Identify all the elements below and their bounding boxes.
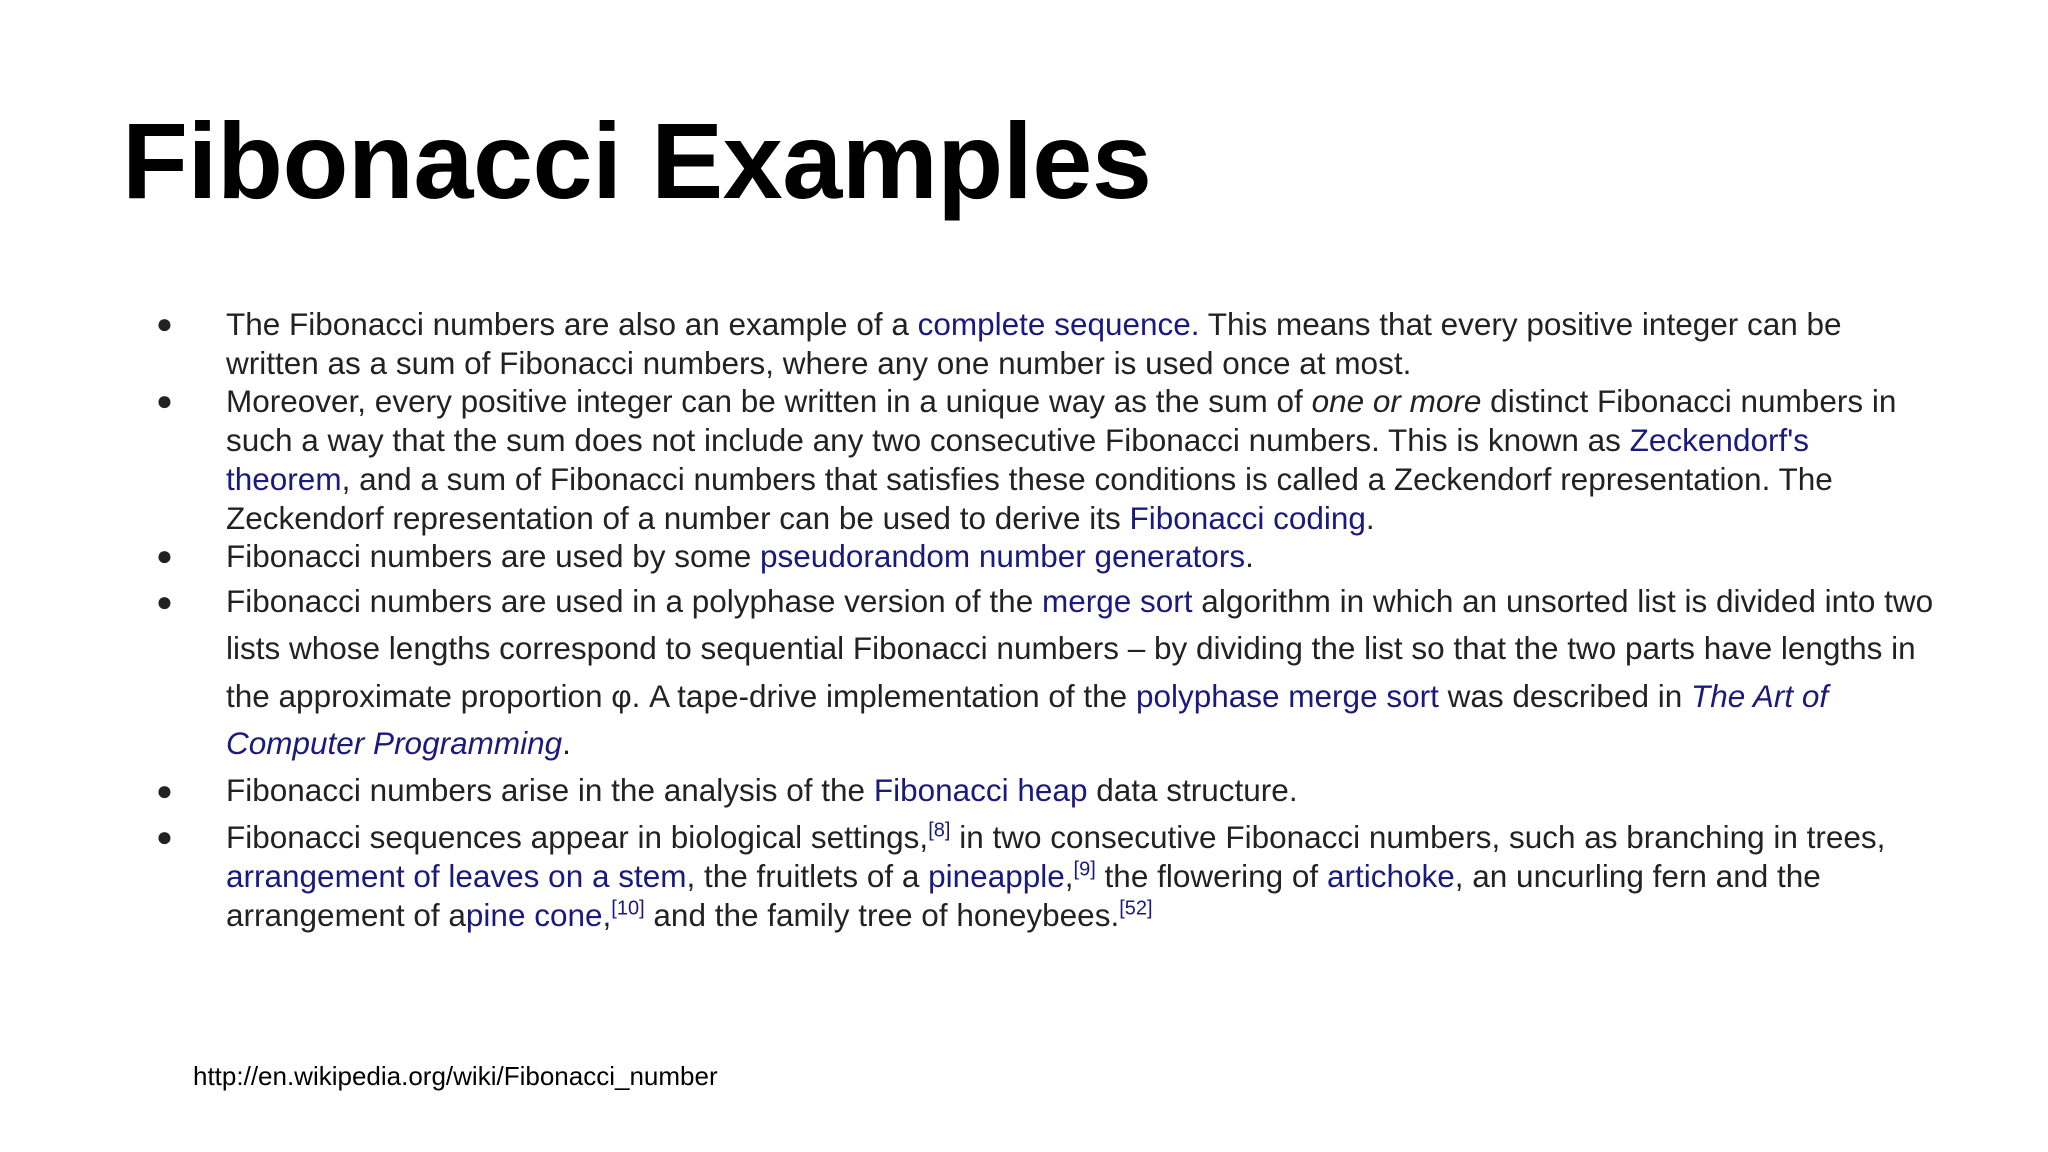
link-artichoke[interactable]: artichoke	[1326, 858, 1455, 895]
link-art-of-computer-programming[interactable]: The Art of Computer Programming	[226, 677, 1829, 761]
bullet-item-fibonacci-heap: ● Fibonacci numbers arise in the analysis of the Fibonacci heap data structure.	[150, 767, 1940, 814]
ref-link-10[interactable]: [10]	[611, 897, 645, 920]
link-fibonacci-coding[interactable]: Fibonacci coding	[1129, 499, 1366, 536]
link-pine-cone[interactable]: pine cone	[465, 896, 603, 933]
bullet-dot: ●	[156, 540, 173, 572]
bullet-dot: ●	[156, 308, 173, 339]
bullet-dot: ●	[156, 775, 173, 807]
ref-link-9[interactable]: [9]	[1073, 858, 1096, 881]
link-complete-sequence[interactable]: complete sequence.	[917, 306, 1200, 342]
bullet-dot: ●	[156, 585, 173, 617]
bullet-item-merge-sort: ● Fibonacci numbers are used in a polyphase version of the merge sort algorithm in which an unsorted list is divided into two lists whose lengths correspond to sequential Fibonacci numbers – by dividing the list so that the two parts have lengths in the approximate proportion φ. A tape-drive implementation of the polyphase merge sort was described in The Art of Computer Programming.	[150, 578, 1940, 767]
link-arrangement-of-leaves[interactable]: arrangement of leaves on a stem	[226, 858, 687, 895]
link-polyphase-merge-sort[interactable]: polyphase merge sort	[1135, 677, 1439, 714]
ref-link-8[interactable]: [8]	[928, 819, 951, 842]
bullet-item-complete-sequence: ● The Fibonacci numbers are also an example of a complete sequence. This means that every positive integer can be written as a sum of Fibonacci numbers, where any one number is used once at most.	[156, 306, 1842, 381]
bullet-dot: ●	[156, 385, 173, 417]
link-fibonacci-heap[interactable]: Fibonacci heap	[873, 772, 1088, 809]
slide-title: Fibonacci Examples	[122, 100, 1152, 221]
link-merge-sort[interactable]: merge sort	[1041, 582, 1193, 619]
source-url: http://en.wikipedia.org/wiki/Fibonacci_number	[193, 1061, 718, 1091]
link-pineapple[interactable]: pineapple	[928, 858, 1065, 895]
bullet-dot: ●	[156, 821, 173, 853]
ref-link-52[interactable]: [52]	[1119, 897, 1153, 920]
bullet-item-zeckendorf: ● Moreover, every positive integer can be written in a unique way as the sum of one or more distinct Fibonacci numbers in such a way that the sum does not include any two consecutive Fibonacci numbers. This is known as Zeckendorf's theorem, and a sum of Fibonacci numbers that satisfies these conditions is called a Zeckendorf representation. The Zeckendorf representation of a number can be used to derive its Fibonacci coding.	[156, 383, 1897, 536]
link-pseudorandom-number-generators[interactable]: pseudorandom number generators	[760, 538, 1246, 575]
bullet-item-biological: ● Fibonacci sequences appear in biological settings,[8] in two consecutive Fibonacci numbers, such as branching in trees, arrangement of leaves on a stem, the fruitlets of a pineapple,[9] the flowering of artichoke, an uncurling fern and the arrangement of apine cone,[10] and the family tree of honeybees.[52]	[156, 819, 1886, 933]
bullet-item-pseudorandom: ● Fibonacci numbers are used by some pseudorandom number generators.	[156, 538, 1254, 575]
link-zeckendorfs-theorem[interactable]: Zeckendorf's theorem	[226, 422, 1809, 497]
bullet-list	[150, 305, 1940, 935]
